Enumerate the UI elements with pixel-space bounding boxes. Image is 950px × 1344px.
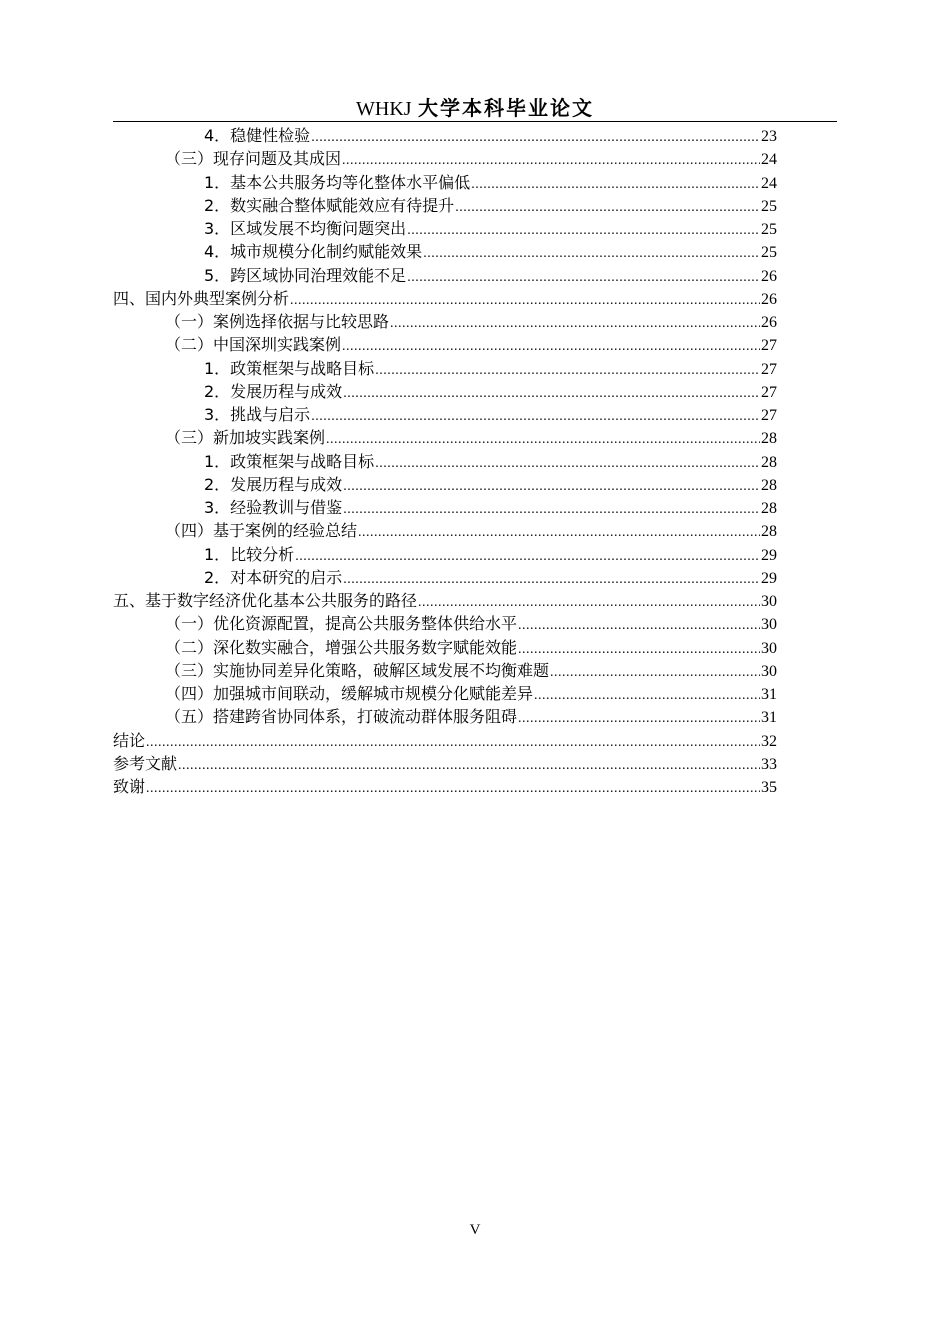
toc-leader-dots [455,196,760,219]
toc-leader-dots [518,638,760,661]
toc-entry-title: （四）加强城市间联动，缓解城市规模分化赋能差异 [165,684,534,703]
toc-entry-page: 30 [761,662,777,680]
header-latin: WHKJ [356,98,412,120]
toc-entry-page: 33 [761,755,777,773]
toc-leader-dots [343,568,760,591]
toc-entry[interactable] [113,473,777,496]
toc-entry-title: 1．政策框架与战略目标 [204,451,375,471]
toc-entry-page: 26 [761,314,777,331]
page-header [113,95,837,122]
toc-entry-page: 27 [761,360,777,378]
toc-entry-title: 2．对本研究的启示 [204,567,343,587]
toc-entry-title: 1．比较分析 [204,544,295,564]
toc-entry-title: （五）搭建跨省协同体系，打破流动群体服务阻碍 [165,707,518,727]
toc-leader-dots [423,242,760,265]
toc-entry-page: 30 [761,593,777,610]
toc-entry-page: 27 [761,337,777,355]
toc-leader-dots [146,731,760,754]
toc-entry-page: 24 [761,174,777,192]
toc-entry[interactable] [113,403,777,426]
toc-entry[interactable] [113,171,777,194]
toc-entry[interactable] [113,519,777,542]
toc-leader-dots [375,452,760,475]
toc-entry-page: 31 [761,686,777,703]
toc-entry[interactable] [113,287,777,310]
toc-entry[interactable] [113,729,777,752]
toc-entry-title: （三）实施协同差异化策略，破解区域发展不均衡难题 [165,660,550,680]
toc-entry-page: 28 [761,500,777,517]
toc-entry-title: （二）中国深圳实践案例 [165,335,342,355]
header-rule [113,121,837,122]
toc-entry-title: 2．发展历程与成效 [204,381,343,401]
toc-entry-page: 32 [761,732,777,750]
toc-leader-dots [343,382,760,405]
toc-leader-dots [146,777,760,800]
toc-entry-page: 30 [761,639,777,657]
toc-leader-dots [407,219,760,242]
toc-entry-title: 3．区域发展不均衡问题突出 [204,219,407,238]
toc-entry-page: 24 [761,151,777,169]
toc-leader-dots [518,614,760,637]
toc-entry[interactable] [113,124,777,147]
toc-entry-title: 结论 [113,730,146,750]
toc-entry-page: 29 [761,569,777,587]
toc-leader-dots [178,754,760,777]
toc-entry[interactable] [113,240,777,263]
toc-entry-title: （三）现存问题及其成因 [165,149,342,169]
toc-entry-page: 28 [761,523,777,541]
toc-entry-title: 致谢 [113,777,146,796]
toc-entry-title: （一）优化资源配置，提高公共服务整体供给水平 [165,614,518,634]
toc-entry[interactable] [113,217,777,240]
toc-entry[interactable] [113,450,777,473]
toc-entry-title: 3．挑战与启示 [204,405,311,424]
toc-entry[interactable] [113,659,777,682]
toc-leader-dots [311,126,760,149]
toc-entry[interactable] [113,147,777,170]
toc-entry[interactable] [113,496,777,519]
toc-entry-page: 35 [761,779,777,796]
toc-leader-dots [343,498,760,521]
toc-leader-dots [342,335,760,358]
toc-entry-title: 参考文献 [113,753,178,773]
toc-leader-dots [390,312,760,335]
toc-leader-dots [343,475,760,498]
toc-leader-dots [342,149,760,172]
toc-entry[interactable] [113,752,777,775]
toc-entry-page: 25 [761,221,777,238]
toc-leader-dots [311,405,760,428]
toc-entry-page: 31 [761,709,777,727]
toc-entry[interactable] [113,612,777,635]
toc-leader-dots [358,521,760,544]
toc-entry-page: 29 [761,546,777,564]
toc-entry-page: 28 [761,430,777,448]
toc-leader-dots [295,545,760,568]
toc-entry-title: 3．经验教训与借鉴 [204,498,343,517]
toc-entry-title: （三）新加坡实践案例 [165,428,326,448]
toc-entry-title: 4．稳健性检验 [204,126,311,145]
toc-leader-dots [518,707,760,730]
toc-entry-page: 27 [761,383,777,401]
toc-leader-dots [326,428,760,451]
toc-entry[interactable] [113,705,777,728]
toc-entry[interactable] [113,566,777,589]
toc-entry-title: 2．发展历程与成效 [204,474,343,494]
toc-leader-dots [407,266,760,289]
toc-entry[interactable] [113,333,777,356]
toc-entry-page: 28 [761,453,777,471]
toc-entry[interactable] [113,636,777,659]
toc-entry[interactable] [113,380,777,403]
toc-entry-title: 4．城市规模分化制约赋能效果 [204,242,423,262]
toc-entry[interactable] [113,682,777,705]
toc-leader-dots [534,684,760,707]
toc-entry[interactable] [113,264,777,287]
toc-entry-title: 五、基于数字经济优化基本公共服务的路径 [113,591,418,610]
page-number: V [469,1222,481,1238]
toc-entry-page: 28 [761,476,777,494]
toc-entry-title: （一）案例选择依据与比较思路 [165,312,390,331]
toc-entry-page: 26 [761,267,777,285]
header-title: 大学本科毕业论文 [417,96,594,120]
toc-leader-dots [375,359,760,382]
toc-leader-dots [471,173,760,196]
toc-entry-title: 5．跨区域协同治理效能不足 [204,265,407,285]
toc-entry[interactable] [113,589,777,612]
toc-entry[interactable] [113,543,777,566]
toc-entry-title: 2．数实融合整体赋能效应有待提升 [204,195,455,215]
toc-entry-page: 23 [761,128,777,145]
toc-entry-title: 四、国内外典型案例分析 [113,288,290,308]
toc-entry-title: （四）基于案例的经验总结 [165,521,358,541]
toc-entry-title: 1．基本公共服务均等化整体水平偏低 [204,172,471,192]
toc-entry-page: 27 [761,407,777,424]
toc-entry-title: 1．政策框架与战略目标 [204,358,375,378]
toc-entry[interactable] [113,357,777,380]
toc-entry-page: 26 [761,290,777,308]
toc-entry[interactable] [113,310,777,333]
table-of-contents [113,124,777,798]
toc-entry[interactable] [113,426,777,449]
toc-entry-page: 25 [761,197,777,215]
toc-leader-dots [418,591,760,614]
toc-leader-dots [550,661,760,684]
toc-entry[interactable] [113,194,777,217]
toc-entry-page: 25 [761,244,777,262]
toc-entry[interactable] [113,775,777,798]
toc-entry-page: 30 [761,616,777,634]
toc-entry-title: （二）深化数实融合，增强公共服务数字赋能效能 [165,637,518,657]
toc-leader-dots [290,289,760,312]
